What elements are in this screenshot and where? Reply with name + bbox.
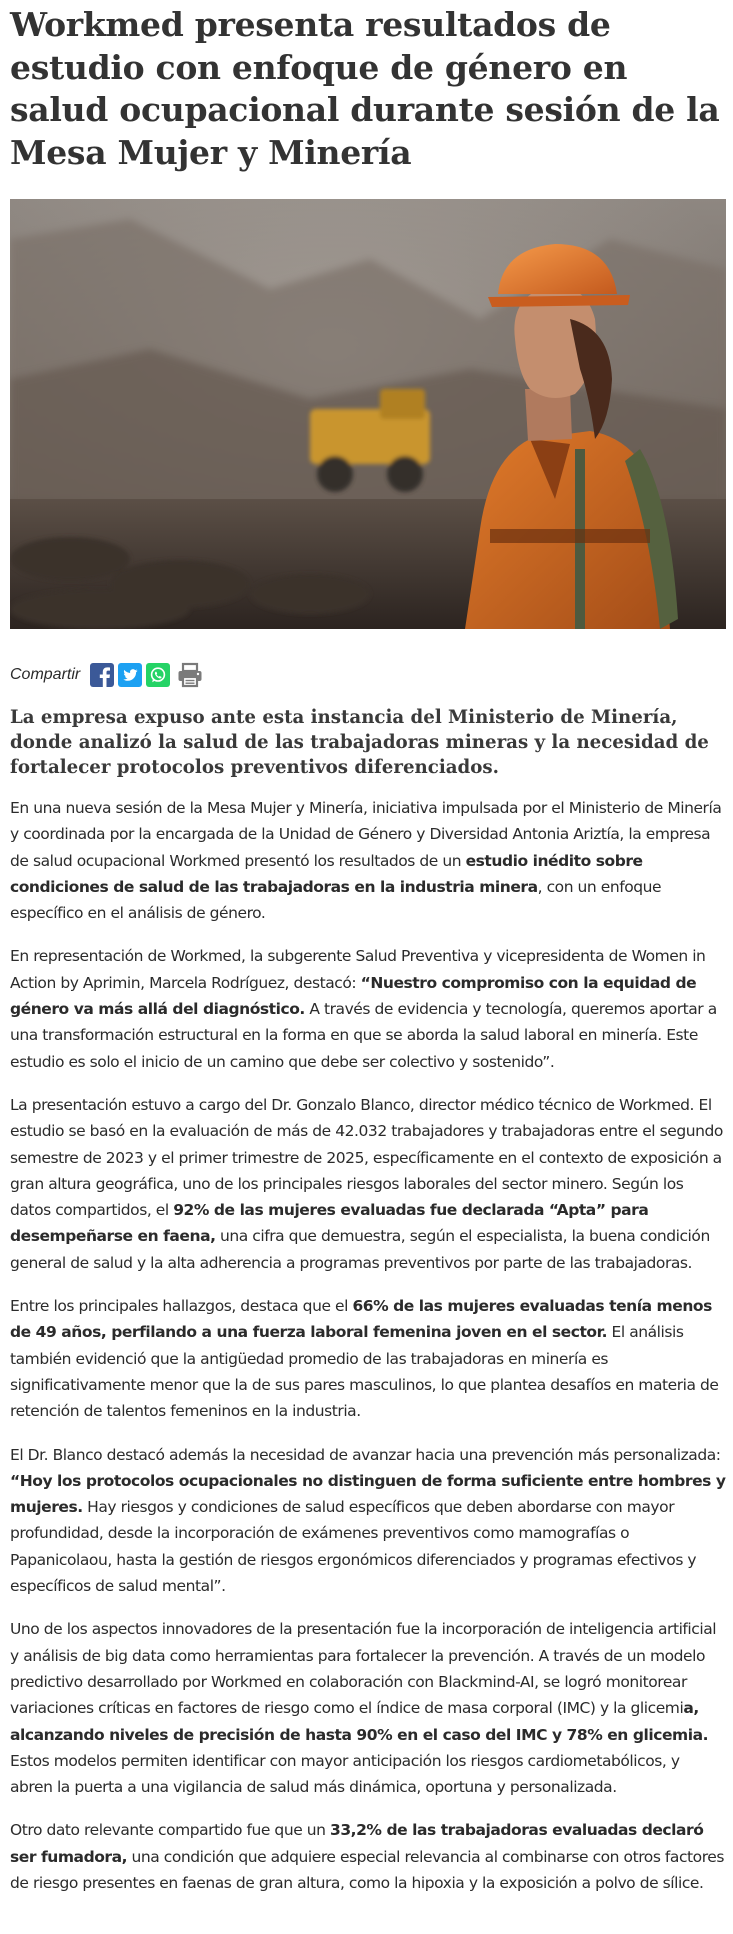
paragraph-bold-text: “Nuestro compromiso con la equidad de género va más allá del diagnóstico. (10, 973, 697, 1019)
paragraph-text: En una nueva sesión de la Mesa Mujer y Minería, iniciativa impulsada por el Ministerio de Minería y coordinada por la encargada de la Unidad de Género y Diversidad Antonia Ariztía, la empresa de salud ocupacional Workmed presentó los resultados de un (10, 799, 722, 870)
paragraph-bold-text: a, alcanzando niveles de precisión de hasta 90% en el caso del IMC y 78% en glicemia. (10, 1699, 709, 1744)
body-paragraph (10, 1092, 726, 1276)
paragraph-bold-text: “Hoy los protocolos ocupacionales no distinguen de forma suficiente entre hombres y mujeres. (10, 1471, 726, 1517)
share-bar (10, 660, 204, 690)
paragraph-bold-text: 92% de las mujeres evaluadas fue declarada “Apta” para desempeñarse en faena, (10, 1201, 649, 1246)
paragraph-text: En representación de Workmed, la subgerente Salud Preventiva y vicepresidenta de Women in Action by Aprimin, Marcela Rodríguez, destacó: (10, 947, 706, 992)
paragraph-text: A través de evidencia y tecnología, queremos aportar a una transformación estructural en la forma en que se aborda la salud laboral en minería. Este estudio es solo el inicio de un camino que debe ser colectivo y sostenido”. (10, 1000, 717, 1071)
paragraph-bold-text: estudio inédito sobre condiciones de salud de las trabajadoras en la industria minera (10, 851, 643, 896)
body-paragraph (10, 943, 726, 1074)
whatsapp-icon[interactable] (146, 663, 170, 687)
article-body (10, 795, 726, 1913)
paragraph-text: Otro dato relevante compartido fue que un (10, 1821, 330, 1840)
paragraph-bold-text: 33,2% de las trabajadoras evaluadas declaró ser fumadora, (10, 1821, 704, 1866)
body-paragraph (10, 1616, 726, 1800)
paragraph-text: una cifra que demuestra, según el especialista, la buena condición general de salud y la alta adherencia a programas preventivos por parte de las trabajadoras. (10, 1227, 710, 1272)
paragraph-text: Estos modelos permiten identificar con mayor anticipación los riesgos cardiometabólicos, y abren la puerta a una vigilancia de salud más dinámica, oportuna y personalizada. (10, 1751, 680, 1797)
paragraph-text: Uno de los aspectos innovadores de la presentación fue la incorporación de inteligencia artificial y análisis de big data como herramientas para fortalecer la prevención. A través de un modelo predictivo desarrollado por Workmed en colaboración con Blackmind-AI, se logró monitorear variaciones críticas en factores de riesgo como el índice de masa corporal (IMC) y la glicemi (10, 1620, 717, 1718)
share-label: Compartir (10, 666, 81, 683)
hero-photo-illustration (10, 199, 726, 629)
paragraph-text: Entre los principales hallazgos, destaca que el (10, 1297, 353, 1316)
paragraph-text: , con un enfoque específico en el análisis de género. (10, 877, 662, 923)
article-lead: La empresa expuso ante esta instancia del Ministerio de Minería, donde analizó la salud de las trabajadoras mineras y la necesidad de fortalecer protocolos preventivos diferenciados. (10, 707, 709, 778)
body-paragraph (10, 1817, 726, 1896)
body-paragraph (10, 1293, 726, 1424)
paragraph-text: El análisis también evidenció que la antigüedad promedio de las trabajadoras en minería es significativamente menor que la de sus pares masculinos, lo que plantea desafíos en materia de retención de talentos femeninos en la industria. (10, 1323, 719, 1421)
paragraph-bold-text: 66% de las mujeres evaluadas tenía menos de 49 años, perfilando a una fuerza laboral femenina joven en el sector. (10, 1297, 712, 1342)
paragraph-text: Hay riesgos y condiciones de salud específicos que deben abordarse con mayor profundidad, desde la incorporación de exámenes preventivos como mamografías o Papanicolaou, hasta la gestión de riesgos ergonómicos diferenciados y programas efectivos y específicos de salud mental”. (10, 1498, 697, 1596)
paragraph-text: una condición que adquiere especial relevancia al combinarse con otros factores de riesgo presentes en faenas de gran altura, como la hipoxia y la exposición a polvo de sílice. (10, 1847, 724, 1892)
body-paragraph (10, 795, 726, 926)
hero-image (10, 199, 726, 629)
body-paragraph (10, 1442, 726, 1600)
paragraph-text: La presentación estuvo a cargo del Dr. Gonzalo Blanco, director médico técnico de Workmed. El estudio se basó en la evaluación de más de 42.032 trabajadores y trabajadoras entre el segundo semestre de 2023 y el primer trimestre de 2025, específicamente en el contexto de exposición a gran altura geográfica, uno de los principales riesgos laborales del sector minero. Según los datos compartidos, el (10, 1095, 723, 1220)
article-title: Workmed presenta resultados de estudio con enfoque de género en salud ocupacional durante sesión de la Mesa Mujer y Minería (10, 5, 720, 172)
paragraph-text: El Dr. Blanco destacó además la necesidad de avanzar hacia una prevención más personalizada: (10, 1445, 721, 1464)
twitter-icon[interactable] (118, 663, 142, 687)
facebook-icon[interactable] (90, 663, 114, 687)
print-icon[interactable] (176, 661, 204, 689)
